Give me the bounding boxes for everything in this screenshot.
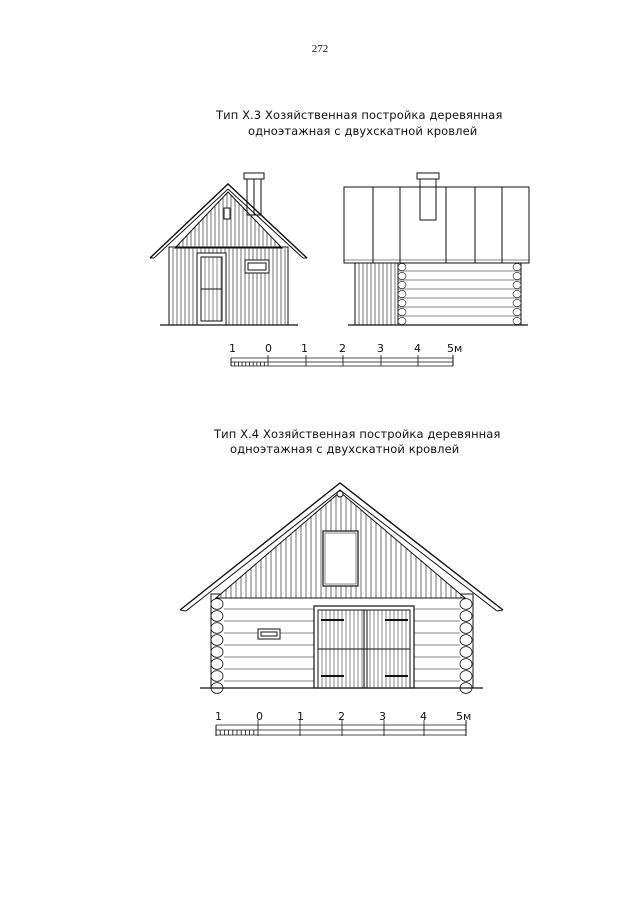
scale2-label-1: 1 xyxy=(215,710,222,723)
scale2-label-2: 2 xyxy=(338,710,345,723)
scale2-label-4: 4 xyxy=(420,710,427,723)
x3-front-elevation xyxy=(150,173,307,325)
x3-side-elevation xyxy=(344,173,529,325)
type-x4-title-line1: Тип Х.4 Хозяйственная постройка деревянная xyxy=(214,427,501,441)
scale2-label-0: 0 xyxy=(256,710,263,723)
scale1-label-1: 1 xyxy=(229,342,236,355)
scale1-label-2: 2 xyxy=(339,342,346,355)
type-x3-title-line1: Тип Х.3 Хозяйственная постройка деревянная xyxy=(216,108,503,122)
page-number: 272 xyxy=(311,43,329,55)
scale2-label-5m: 5м xyxy=(456,710,472,723)
scale1-label-4: 4 xyxy=(414,342,421,355)
scale1-label-5m: 5м xyxy=(447,342,463,355)
scale1-label-1b: 1 xyxy=(301,342,308,355)
scale1-label-0: 0 xyxy=(265,342,272,355)
type-x3-title-line2: одноэтажная с двухскатной кровлей xyxy=(248,124,478,138)
x4-front-elevation xyxy=(180,483,503,693)
scale-bar-x3 xyxy=(231,355,453,366)
scale2-label-3: 3 xyxy=(379,710,386,723)
type-x4-title-line2: одноэтажная с двухскатной кровлей xyxy=(230,442,460,456)
scale2-label-1b: 1 xyxy=(297,710,304,723)
scale1-label-3: 3 xyxy=(377,342,384,355)
